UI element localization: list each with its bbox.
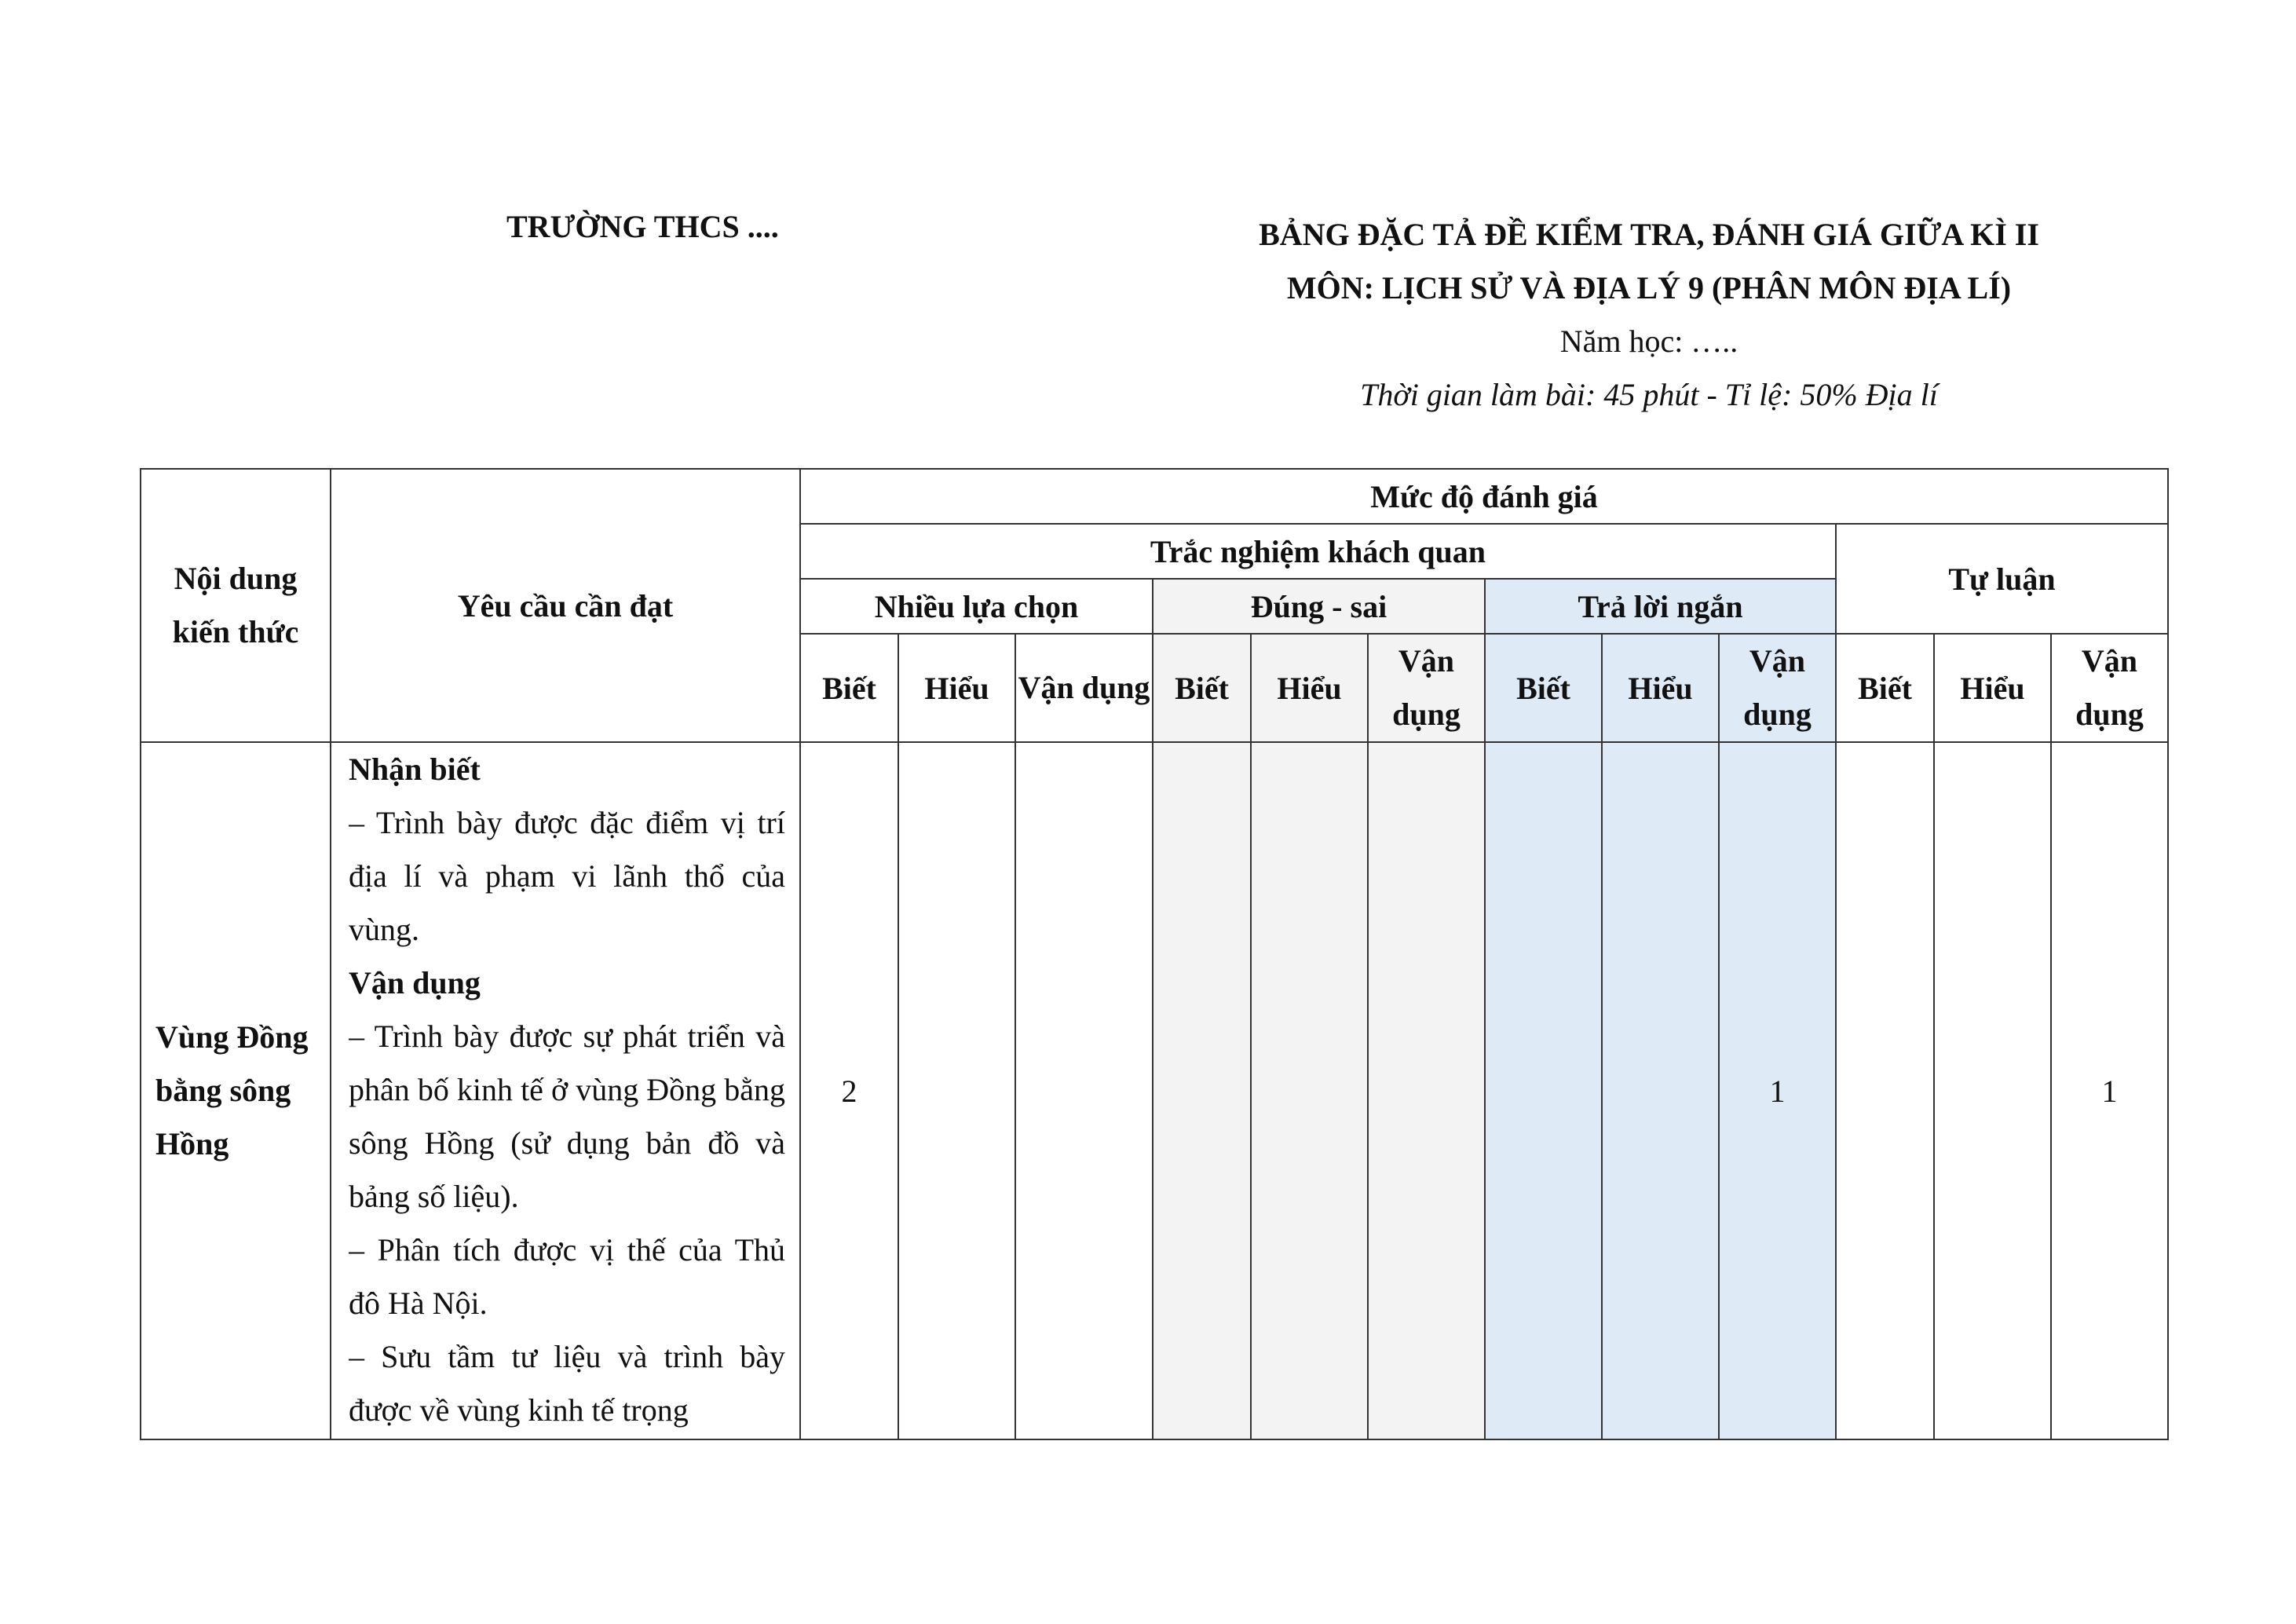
count-sa-understand <box>1602 742 1719 1439</box>
count-tf-apply <box>1368 742 1485 1439</box>
header-assessment-level: Mức độ đánh giá <box>800 469 2168 524</box>
requirement-cell <box>331 742 800 1439</box>
header-short-answer: Trả lời ngắn <box>1485 579 1836 634</box>
count-essay-understand <box>1934 742 2051 1439</box>
header-essay-understand: Hiểu <box>1934 634 2051 742</box>
requirement-item: – Trình bày được đặc điểm vị trí địa lí và phạm vi lãnh thổ của vùng. <box>349 805 785 947</box>
header-tf-apply: Vận dụng <box>1368 634 1485 742</box>
count-essay-know <box>1836 742 1934 1439</box>
header-sa-apply: Vận dụng <box>1719 634 1836 742</box>
count-mc-apply <box>1015 742 1153 1439</box>
school-year: Năm học: ….. <box>1559 324 1738 359</box>
count-sa-know <box>1485 742 1602 1439</box>
requirement-item: – Trình bày được sự phát triển và phân bố kinh tế ở vùng Đồng bằng sông Hồng (sử dụng bản đồ và bảng số liệu). <box>349 1019 785 1214</box>
document-title: BẢNG ĐẶC TẢ ĐỀ KIỂM TRA, ĐÁNH GIÁ GIỮA KÌ II <box>1259 217 2039 252</box>
header-multiple-choice: Nhiều lựa chọn <box>800 579 1153 634</box>
header-topic: Nội dung kiến thức <box>141 469 331 742</box>
header-essay: Tự luận <box>1836 524 2168 634</box>
header-true-false: Đúng - sai <box>1153 579 1485 634</box>
header-essay-apply: Vận dụng <box>2051 634 2168 742</box>
subject-title: MÔN: LỊCH SỬ VÀ ĐỊA LÝ 9 (PHÂN MÔN ĐỊA LÍ) <box>1286 270 2012 305</box>
header-mc-understand: Hiểu <box>898 634 1015 742</box>
header-tf-know: Biết <box>1153 634 1251 742</box>
header-sa-know: Biết <box>1485 634 1602 742</box>
requirement-item: – Phân tích được vị thế của Thủ đô Hà Nội. <box>349 1232 785 1321</box>
header-tf-understand: Hiểu <box>1251 634 1368 742</box>
header-sa-understand: Hiểu <box>1602 634 1719 742</box>
requirement-item: – Sưu tầm tư liệu và trình bày được về vùng kinh tế trọng <box>349 1339 785 1428</box>
header-mc-apply: Vận dụng <box>1015 634 1153 742</box>
header-requirement: Yêu cầu cần đạt <box>331 469 800 742</box>
count-essay-apply: 1 <box>2051 742 2168 1439</box>
count-tf-understand <box>1251 742 1368 1439</box>
header-mc-know: Biết <box>800 634 898 742</box>
requirement-level-recognize: Nhận biết <box>349 752 481 787</box>
count-mc-understand <box>898 742 1015 1439</box>
specification-table <box>140 468 2169 1440</box>
count-sa-apply: 1 <box>1719 742 1836 1439</box>
table-row <box>141 742 2168 1439</box>
document-title-block <box>1115 208 2183 422</box>
header-essay-know: Biết <box>1836 634 1934 742</box>
header-objective-test: Trắc nghiệm khách quan <box>800 524 1836 579</box>
school-name: TRƯỜNG THCS .... <box>506 209 779 244</box>
count-mc-know: 2 <box>800 742 898 1439</box>
exam-duration: Thời gian làm bài: 45 phút - Tỉ lệ: 50% Địa lí <box>1360 377 1938 412</box>
count-tf-know <box>1153 742 1251 1439</box>
requirement-level-apply: Vận dụng <box>349 965 481 1000</box>
topic-cell: Vùng Đồng bằng sông Hồng <box>141 742 331 1439</box>
